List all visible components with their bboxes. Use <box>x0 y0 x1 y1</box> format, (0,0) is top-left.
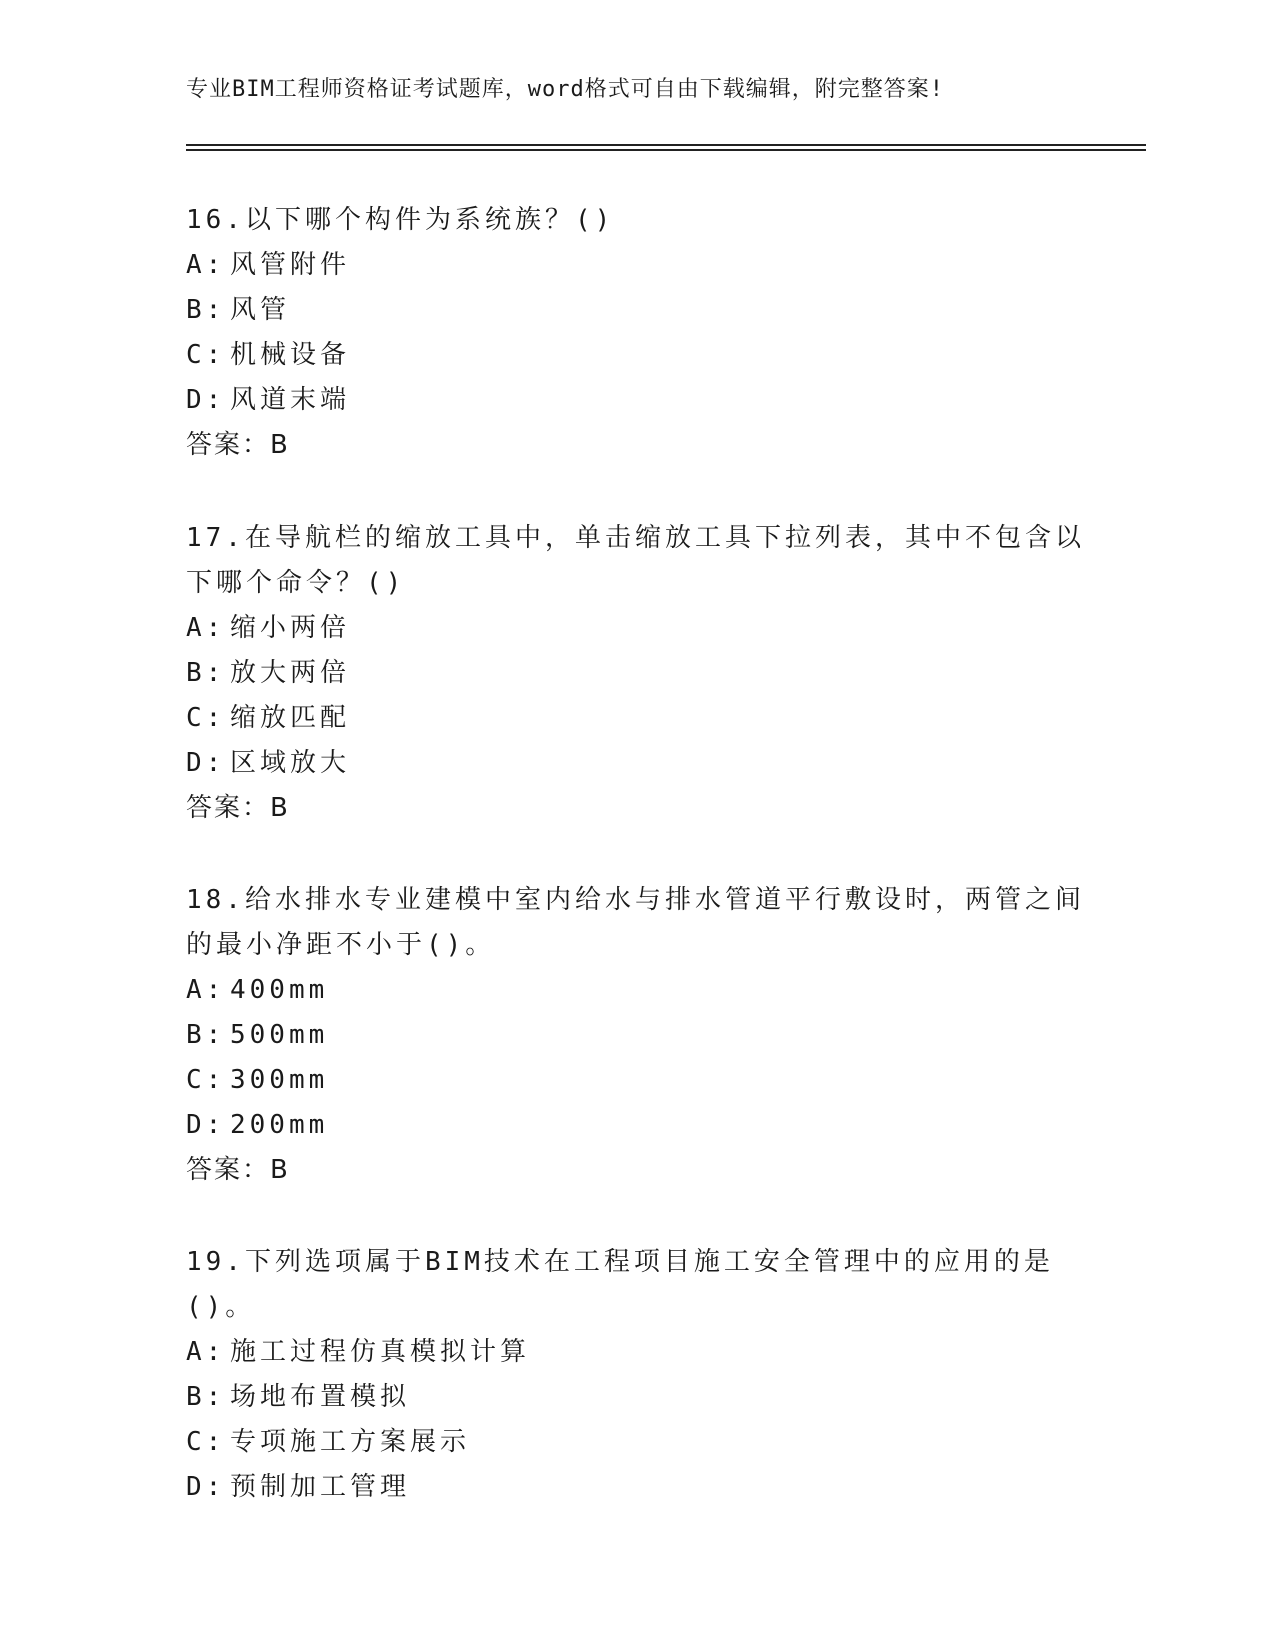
question-16 <box>186 198 1086 468</box>
option-label: A: <box>186 613 226 643</box>
option-a <box>186 243 1086 288</box>
option-b <box>186 651 1086 696</box>
option-text: 500mm <box>230 1020 329 1050</box>
question-19 <box>186 1240 1086 1510</box>
option-text: 预制加工管理 <box>230 1472 411 1502</box>
option-text: 300mm <box>230 1065 329 1095</box>
option-text: 缩小两倍 <box>230 613 351 643</box>
option-label: C: <box>186 1065 226 1095</box>
option-label: C: <box>186 703 226 733</box>
option-label: B: <box>186 658 226 688</box>
question-18 <box>186 878 1086 1193</box>
question-stem: 19.下列选项属于BIM技术在工程项目施工安全管理中的应用的是()。 <box>186 1247 1054 1322</box>
option-text: 缩放匹配 <box>230 703 351 733</box>
option-label: B: <box>186 1020 226 1050</box>
option-a <box>186 968 1086 1013</box>
option-label: C: <box>186 340 226 370</box>
option-a <box>186 1330 1086 1375</box>
option-label: B: <box>186 1382 226 1412</box>
option-d <box>186 378 1086 423</box>
option-text: 机械设备 <box>230 340 351 370</box>
option-d <box>186 1465 1086 1510</box>
option-text: 风道末端 <box>230 385 351 415</box>
option-d <box>186 741 1086 786</box>
question-stem: 18.给水排水专业建模中室内给水与排水管道平行敷设时，两管之间的最小净距不小于()。 <box>186 885 1085 960</box>
option-text: 400mm <box>230 975 329 1005</box>
header-divider <box>186 144 1146 151</box>
answer-line: 答案：B <box>186 430 290 460</box>
option-c <box>186 333 1086 378</box>
option-label: A: <box>186 975 226 1005</box>
option-label: A: <box>186 1337 226 1367</box>
option-text: 放大两倍 <box>230 658 351 688</box>
option-text: 施工过程仿真模拟计算 <box>230 1337 531 1367</box>
option-label: C: <box>186 1427 226 1457</box>
option-label: D: <box>186 1472 226 1502</box>
option-text: 风管附件 <box>230 250 351 280</box>
question-17 <box>186 516 1086 831</box>
option-text: 场地布置模拟 <box>230 1382 411 1412</box>
page-header-title: 专业BIM工程师资格证考试题库，word格式可自由下载编辑，附完整答案! <box>186 77 944 102</box>
option-text: 专项施工方案展示 <box>230 1427 471 1457</box>
answer-line: 答案：B <box>186 793 290 823</box>
option-label: D: <box>186 1110 226 1140</box>
option-label: A: <box>186 250 226 280</box>
option-text: 风管 <box>230 295 291 325</box>
option-c <box>186 1420 1086 1465</box>
option-text: 区域放大 <box>230 748 351 778</box>
option-c <box>186 696 1086 741</box>
option-label: B: <box>186 295 226 325</box>
option-b <box>186 1013 1086 1058</box>
option-b <box>186 1375 1086 1420</box>
option-c <box>186 1058 1086 1103</box>
option-b <box>186 288 1086 333</box>
question-stem: 16.以下哪个构件为系统族？() <box>186 205 615 235</box>
option-a <box>186 606 1086 651</box>
option-label: D: <box>186 748 226 778</box>
option-label: D: <box>186 385 226 415</box>
question-stem: 17.在导航栏的缩放工具中，单击缩放工具下拉列表，其中不包含以下哪个命令？() <box>186 523 1085 598</box>
option-d <box>186 1103 1086 1148</box>
option-text: 200mm <box>230 1110 329 1140</box>
answer-line: 答案：B <box>186 1155 290 1185</box>
